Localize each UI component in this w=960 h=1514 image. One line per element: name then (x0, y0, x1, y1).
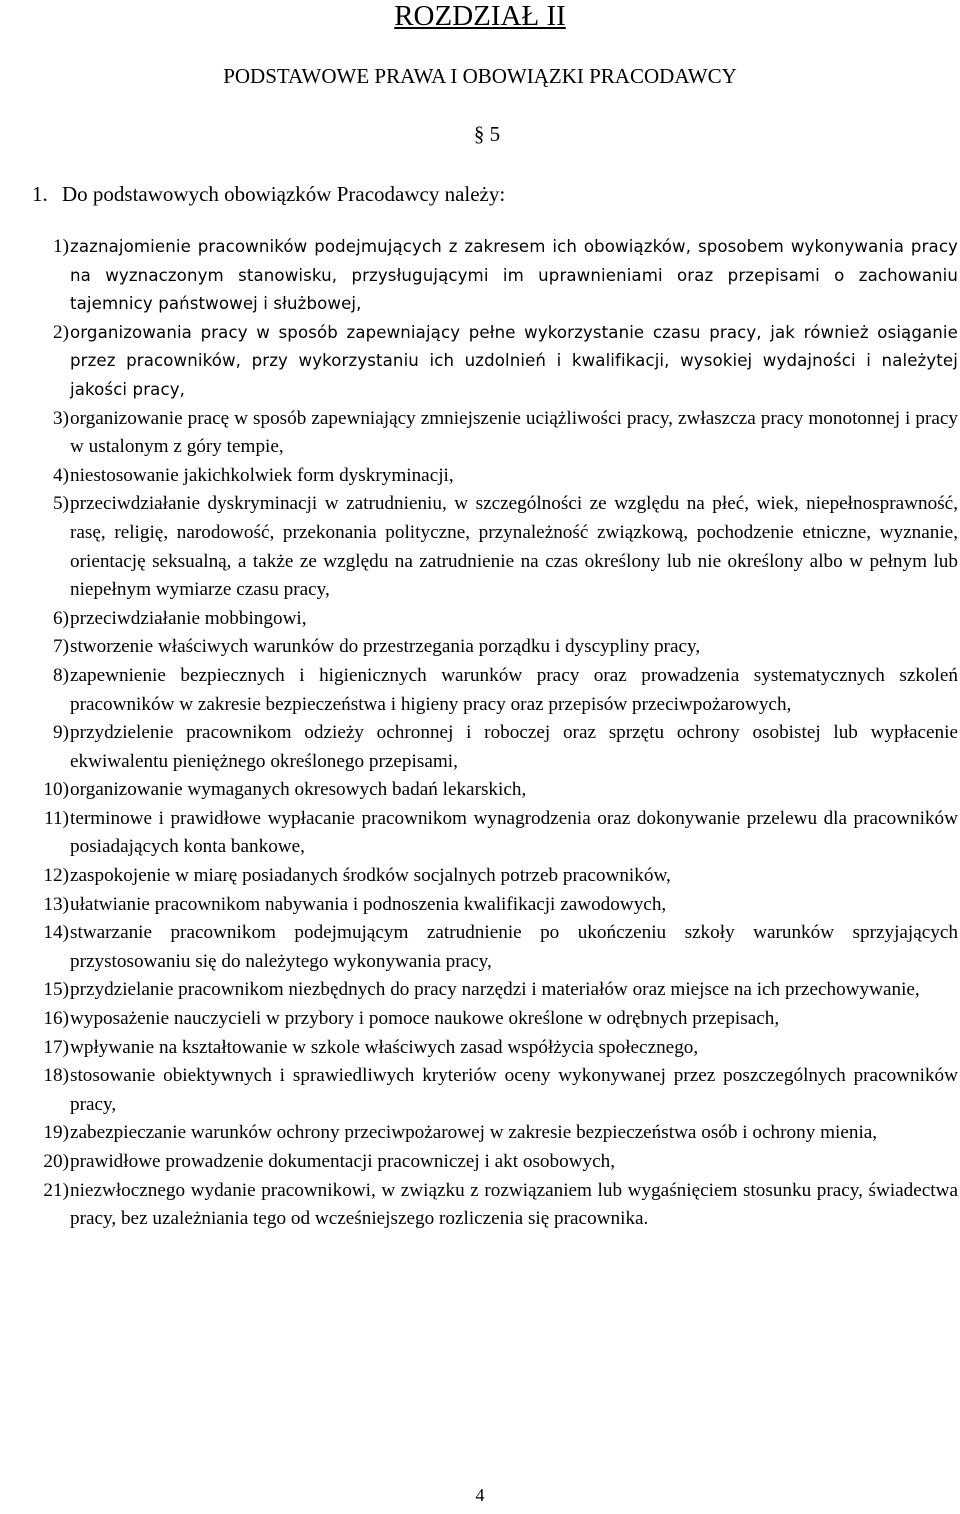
intro-paragraph (32, 180, 505, 208)
list-item (0, 462, 960, 491)
list-item (0, 891, 960, 920)
list-item (0, 1062, 960, 1119)
list-item-number: 20) (43, 1151, 69, 1172)
chapter-title: ROZDZIAŁ II (394, 0, 566, 32)
list-item-number: 13) (43, 893, 69, 915)
list-item-text: przydzielanie pracownikom niezbędnych do pracy narzędzi i materiałów oraz miejsce na ich przechowywanie, (70, 979, 920, 1001)
list-item-number: 18) (43, 1065, 69, 1087)
list-item-text: przydzielenie pracownikom odzieży ochronnej i roboczej oraz sprzętu ochrony osobistej lub wypłacenie ekwiwalentu pieniężnego określonego przepisami, (70, 722, 958, 772)
list-item-text: organizowania pracy w sposób zapewniający pełne wykorzystanie czasu pracy, jak również osiąganie przez pracowników, przy wykorzystaniu ich uzdolnień i kwalifikacji, wysokiej wydajności i należytej jakości pracy, (70, 322, 958, 399)
list-item-text: przeciwdziałanie mobbingowi, (70, 607, 307, 629)
list-item (0, 805, 960, 862)
list-item (0, 1034, 960, 1063)
list-item-number: 9) (53, 722, 69, 744)
list-item-text: organizowanie pracę w sposób zapewniający zmniejszenie uciążliwości pracy, zwłaszcza pracy monotonnej i pracy w ustalonym z góry tempie, (70, 407, 958, 458)
list-item (0, 633, 960, 662)
duty-list (0, 233, 960, 1234)
list-item-number: 8) (53, 664, 69, 686)
intro-number: 1. (32, 182, 48, 206)
list-item (0, 662, 960, 719)
list-item-number: 5) (53, 493, 69, 515)
list-item-text: wpływanie na kształtowanie w szkole właściwych zasad współżycia społecznego, (70, 1036, 699, 1058)
intro-text: Do podstawowych obowiązków Pracodawcy należy: (62, 182, 506, 206)
list-item-text: zaznajomienie pracowników podejmujących z zakresem ich obowiązków, sposobem wykonywania pracy na wyznaczonym stanowisku, przysługującymi im uprawnieniami oraz przepisami o zachowaniu tajemnicy państwowej i służbowej, (70, 237, 958, 314)
list-item-text: zaspokojenie w miarę posiadanych środków socjalnych potrzeb pracowników, (70, 865, 671, 887)
page-number: 4 (475, 1485, 485, 1505)
list-item-text: niezwłocznego wydanie pracownikowi, w związku z rozwiązaniem lub wygaśnięciem stosunku pracy, świadectwa pracy, bez uzależniania tego od wcześniejszego rozliczenia się pracownika. (70, 1179, 958, 1230)
list-item-number: 6) (53, 607, 69, 629)
list-item (0, 605, 960, 634)
list-item-number: 21) (43, 1179, 69, 1201)
list-item (0, 1148, 960, 1177)
list-item (0, 776, 960, 805)
list-item (0, 862, 960, 891)
list-item-text: prawidłowe prowadzenie dokumentacji pracowniczej i akt osobowych, (70, 1151, 616, 1172)
list-item-number: 10) (43, 779, 69, 801)
list-item (0, 319, 960, 405)
list-item-text: niestosowanie jakichkolwiek form dyskryminacji, (70, 464, 454, 486)
list-item (0, 976, 960, 1005)
list-item-number: 4) (53, 464, 69, 486)
list-item (0, 405, 960, 462)
section-mark: § 5 (473, 122, 501, 146)
list-item-number: 14) (43, 922, 69, 944)
list-item-text: wyposażenie nauczycieli w przybory i pomoce naukowe określone w odrębnych przepisach, (70, 1008, 780, 1030)
list-item-text: stosowanie obiektywnych i sprawiedliwych kryteriów oceny wykonywanej przez poszczególnych pracowników pracy, (70, 1065, 958, 1115)
chapter-subtitle: PODSTAWOWE PRAWA I OBOWIĄZKI PRACODAWCY (223, 64, 737, 88)
list-item (0, 919, 960, 976)
list-item-text: stworzenie właściwych warunków do przestrzegania porządku i dyscypliny pracy, (70, 636, 701, 658)
list-item-number: 3) (53, 407, 69, 429)
list-item-number: 11) (44, 807, 69, 829)
list-item (0, 1119, 960, 1148)
list-item-text: przeciwdziałanie dyskryminacji w zatrudnieniu, w szczególności ze względu na płeć, wiek, niepełnosprawność, rasę, religię, narodowość, przekonania polityczne, przynależność związkową, pochodzenie etniczne, wyznanie, orientację seksualną, a także ze względu na zatrudnienie na czas określony lub nie określony albo w pełnym lub niepełnym wymiarze czasu pracy, (70, 493, 958, 601)
list-item-text: organizowanie wymaganych okresowych badań lekarskich, (70, 779, 527, 801)
list-item-text: zapewnienie bezpiecznych i higienicznych warunków pracy oraz prowadzenia systematycznych szkoleń pracowników w zakresie bezpieczeństwa i higieny pracy oraz przepisów przeciwpożarowych, (70, 664, 958, 715)
list-item (0, 490, 960, 604)
list-item-number: 17) (43, 1036, 69, 1058)
list-item-number: 2) (53, 321, 69, 343)
list-item-number: 7) (53, 636, 69, 658)
list-item-number: 19) (43, 1122, 69, 1144)
list-item-text: zabezpieczanie warunków ochrony przeciwpożarowej w zakresie bezpieczeństwa osób i ochrony mienia, (70, 1122, 878, 1144)
list-item-text: ułatwianie pracownikom nabywania i podnoszenia kwalifikacji zawodowych, (70, 893, 667, 915)
list-item (0, 1005, 960, 1034)
list-item-number: 15) (43, 979, 69, 1001)
list-item (0, 1177, 960, 1234)
list-item (0, 233, 960, 319)
list-item (0, 719, 960, 776)
list-item-number: 1) (53, 236, 69, 257)
list-item-number: 12) (43, 865, 69, 887)
list-item-number: 16) (43, 1008, 69, 1030)
list-item-text: terminowe i prawidłowe wypłacanie pracownikom wynagrodzenia oraz dokonywanie przelewu dla pracowników posiadających konta bankowe, (70, 807, 958, 858)
list-item-text: stwarzanie pracownikom podejmującym zatrudnienie po ukończeniu szkoły warunków sprzyjających przystosowaniu się do należytego wykonywania pracy, (70, 922, 958, 972)
